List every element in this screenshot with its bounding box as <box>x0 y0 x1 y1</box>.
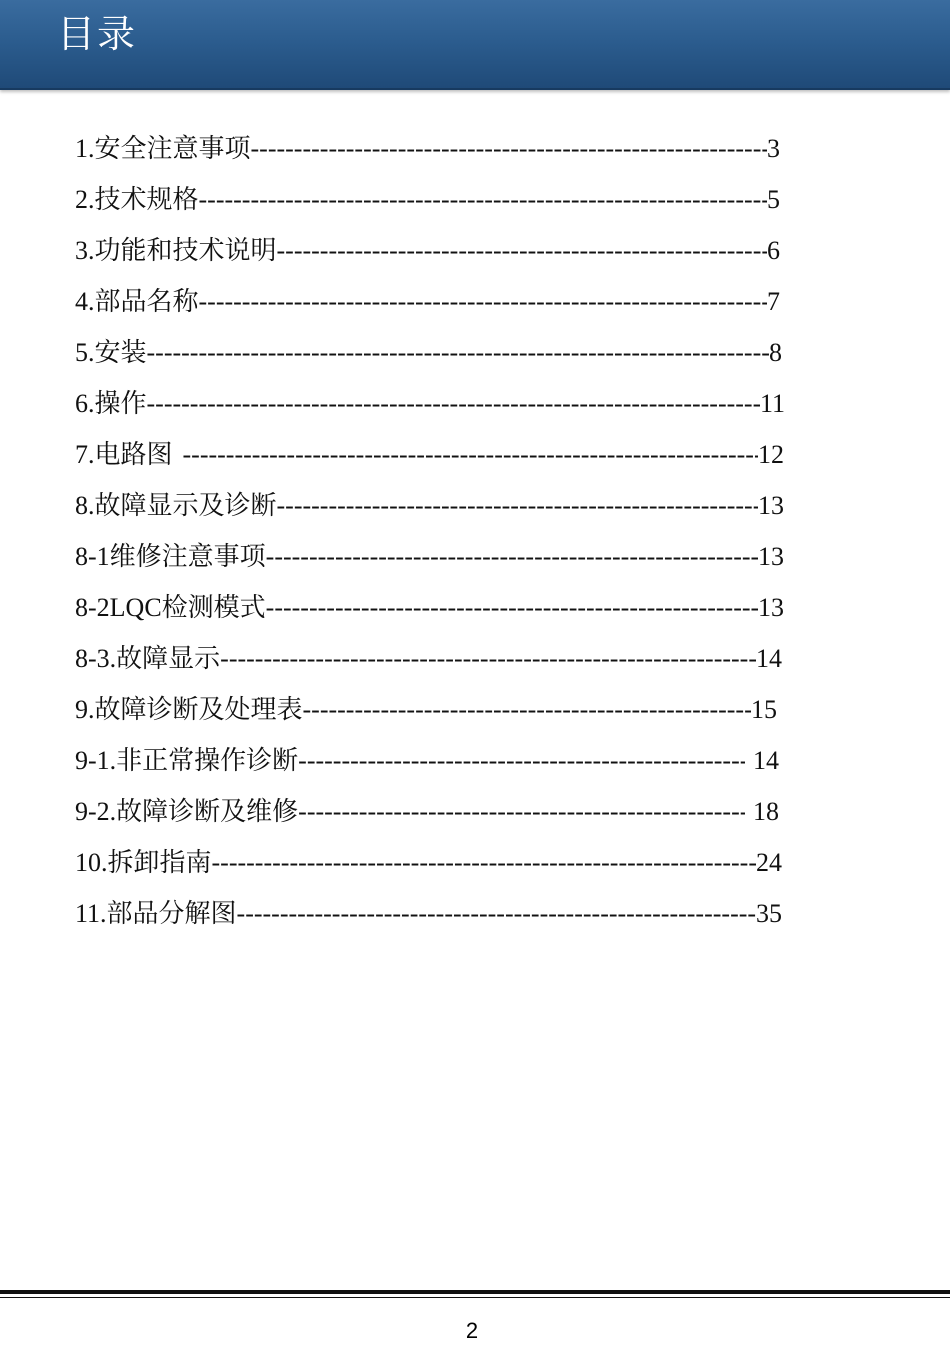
toc-entry-label: 2.技术规格 <box>75 185 199 214</box>
toc-entry[interactable] <box>75 179 780 230</box>
toc-dot-leader <box>220 644 756 674</box>
toc-entry-page: 12 <box>758 440 784 469</box>
toc-entry-page: 11 <box>759 389 785 418</box>
toc-entry-label: 3.功能和技术说明 <box>75 236 277 265</box>
toc-entry-page: 15 <box>751 695 777 724</box>
toc-dot-leader <box>303 695 751 725</box>
toc-entry[interactable] <box>75 689 777 740</box>
toc-entry-label: 1.安全注意事项 <box>75 134 251 163</box>
toc-entry-label: 8.故障显示及诊断 <box>75 491 277 520</box>
footer-divider-thick <box>0 1290 950 1294</box>
toc-dot-leader <box>237 899 756 929</box>
toc-entry-page: 13 <box>758 542 784 571</box>
toc-entry[interactable] <box>75 740 779 791</box>
toc-entry-label: 8-1维修注意事项 <box>75 542 266 571</box>
toc-entry-page: 35 <box>756 899 782 928</box>
toc-dot-leader <box>212 848 756 878</box>
toc-entry[interactable] <box>75 281 780 332</box>
header-bar <box>0 0 950 90</box>
toc-entry-page: 14 <box>753 746 779 775</box>
toc-entry-page: 13 <box>758 491 784 520</box>
toc-entry-page: 18 <box>753 797 779 826</box>
toc-entry[interactable] <box>75 536 784 587</box>
toc-entry[interactable] <box>75 332 782 383</box>
toc-entry[interactable] <box>75 383 785 434</box>
toc-entry[interactable] <box>75 842 782 893</box>
toc-dot-leader <box>147 389 760 419</box>
toc-entry-label: 9-2.故障诊断及维修 <box>75 797 299 826</box>
toc-entry[interactable] <box>75 128 780 179</box>
toc-entry[interactable] <box>75 791 779 842</box>
toc-dot-leader <box>183 440 758 470</box>
toc-entry-page: 5 <box>767 185 780 214</box>
table-of-contents <box>75 128 785 944</box>
page-number: 2 <box>465 1318 479 1343</box>
footer-divider-thin <box>0 1297 950 1298</box>
toc-entry-page: 24 <box>756 848 782 877</box>
toc-entry-page: 8 <box>769 338 782 367</box>
toc-entry-label: 8-2LQC检测模式 <box>75 593 266 622</box>
toc-dot-leader <box>199 287 767 317</box>
toc-entry-page: 7 <box>767 287 780 316</box>
toc-entry[interactable] <box>75 230 780 281</box>
toc-dot-leader <box>266 542 758 572</box>
toc-entry-label: 11.部品分解图 <box>75 899 237 928</box>
toc-dot-leader <box>277 236 767 266</box>
toc-entry-label: 9.故障诊断及处理表 <box>75 695 303 724</box>
toc-entry-label: 7.电路图 <box>75 440 173 469</box>
toc-entry-page: 13 <box>758 593 784 622</box>
page-title: 目录 <box>57 12 138 56</box>
toc-entry[interactable] <box>75 434 784 485</box>
toc-entry[interactable] <box>75 485 784 536</box>
toc-entry[interactable] <box>75 893 782 944</box>
toc-entry-label: 8-3.故障显示 <box>75 644 221 673</box>
toc-entry-page: 3 <box>767 134 780 163</box>
toc-dot-leader <box>251 134 767 164</box>
footer-divider <box>0 1290 950 1300</box>
toc-dot-leader <box>298 746 745 776</box>
toc-dot-leader <box>298 797 745 827</box>
toc-entry[interactable] <box>75 587 784 638</box>
toc-entry-page: 14 <box>756 644 782 673</box>
toc-entry-page: 6 <box>767 236 780 265</box>
toc-entry-label: 9-1.非正常操作诊断 <box>75 746 299 775</box>
toc-dot-leader <box>266 593 758 623</box>
toc-dot-leader <box>147 338 769 368</box>
toc-entry-label: 6.操作 <box>75 389 147 418</box>
toc-entry-label: 10.拆卸指南 <box>75 848 212 877</box>
toc-entry[interactable] <box>75 638 782 689</box>
toc-dot-leader <box>199 185 767 215</box>
toc-entry-label: 4.部品名称 <box>75 287 199 316</box>
toc-dot-leader <box>277 491 758 521</box>
toc-entry-label: 5.安装 <box>75 338 147 367</box>
